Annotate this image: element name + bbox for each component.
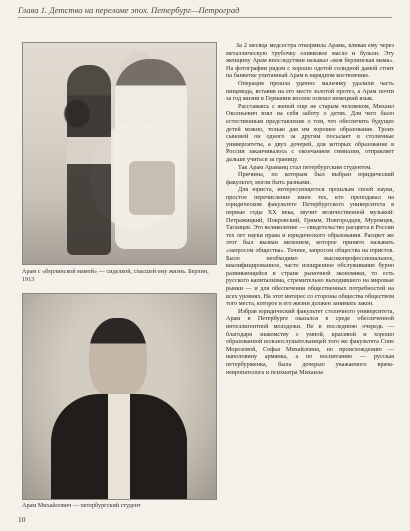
paragraph: Расставаясь с женой еще не старым человеком, Михаил Оксеньевич взял на себя заботу о детях. Для чего было естественным представление о том, что обеспечить будущее детей можно, только дав им хорошее образование. Троих сыновей он одного за другим посылает в столичные университеты, а двух дочерей, для которых образование в России заканчивалось с окончанием гимназии, отправляет дальше учиться за границу. (226, 102, 394, 163)
woman-figure (115, 59, 187, 249)
paragraph: Операция прошла удачно: мальчику удалили часть пищевода, вставив на его место золотой протез, а Арам почти за год жизни в Германии вполне освоил немецкий язык. (226, 79, 394, 103)
paragraph: Так Арам Араманц стал петербургским студентом. (238, 163, 372, 171)
portrait-head (89, 318, 147, 398)
page-number: 10 (18, 515, 26, 524)
family-photo (22, 42, 217, 265)
portrait-body (51, 394, 187, 499)
photo-caption: Арам Михайлович — петербургский студент (22, 502, 141, 509)
body-text-column (226, 42, 394, 520)
paragraph: За 2 месяца медсестра откормила Арама, вливая ему через металлическую трубочку оливковое масло и бульон. Эту женщину Арам впоследствии называл «моя берлинская мама». На фотографии рядом с хорошо одетой солидной дамой стоит на банкетке упитанный Арам в нарядном костюмчике. (226, 42, 394, 80)
running-header: Глава 1. Детство на переломе эпох. Петербург—Петроград (18, 6, 392, 18)
paragraph: Причины, по которым был выбран юридический факультет, могли быть разными. (226, 171, 394, 186)
chair (129, 161, 175, 215)
paragraph: Для юриста, интересующегося прошлым своей науки, простое перечисление имен тех, кто преподавал на юридическом факультете Петербургского университета в первые годы XX века, звучит величественной музыкой: Петражицкий, Покровский, Гримм, Новгородцев, Муромцев, Таганцев. Это великолепие — свидетельство расцвета в России тех лет науки права и юридического образования. Расцвет же этот был вызван явлением, которое принято называть «запросом общества». Точнее, запросом общества на юристов. Было необходимо высокопрофессиональное, квалифицированное, часто изощренное обслуживание бурно развивающейся в стране рыночной экономики, то есть русского капитализма, стремительно выходившего на мировые рынки — и для обеспечения общественных потребностей на всех уровнях. На этот интерес со стороны общества обществом того места, которое в его жизни должен занимать закон. (226, 186, 394, 308)
photo-caption: Арам с «берлинской мамой» — сиделкой, спасшей ему жизнь. Берлин, 1913 (22, 268, 209, 284)
paragraph: Избрав юридический факультет столичного университета, Арам в Петербурге оказался в среде обеспеченной интеллигентной молодежи. Не в последнюю очередь — благодаря знакомству с умной, красивой и хорошо образованной вольнослушательницей того же факультета Соне Морозовой, Софья Михайловна, по происхождению — наполовину армянка, а по воспитанию — русская петербурженка, была дочерью уважаемого врача-невропатолога и психиатра Михаила (226, 307, 394, 376)
boy-figure (67, 65, 111, 255)
student-portrait (22, 293, 217, 500)
